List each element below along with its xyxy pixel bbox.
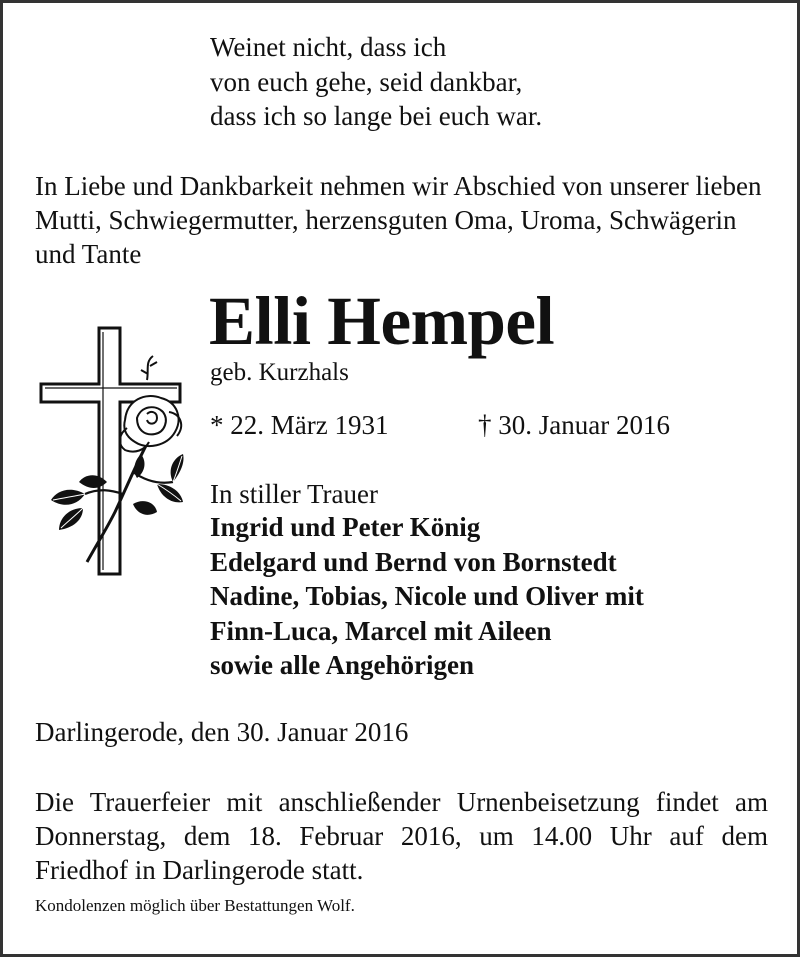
death-date: † 30. Januar 2016 <box>478 410 670 440</box>
place-date: Darlingerode, den 30. Januar 2016 <box>35 717 409 747</box>
poem <box>210 30 542 134</box>
mourner-entry: Nadine, Tobias, Nicole und Oliver mit <box>210 581 644 611</box>
deceased-name: Elli Hempel <box>209 283 555 359</box>
cross-with-rose-icon <box>37 322 187 582</box>
mourner-entry: Edelgard und Bernd von Bornstedt <box>210 546 617 577</box>
birth-date: * 22. März 1931 <box>210 410 389 440</box>
condolence-note: Kondolenzen möglich über Bestattungen Wolf. <box>35 896 355 915</box>
intro-text: In Liebe und Dankbarkeit nehmen wir Abschied von unserer lieben Mutti, Schwiegermutter, herzensguten Oma, Uroma, Schwägerin und Tante <box>35 171 762 269</box>
poem-line: Weinet nicht, dass ich <box>210 32 447 62</box>
mourner-entry: Ingrid und Peter König <box>210 512 481 542</box>
mourner-entry: Finn-Luca, Marcel mit Aileen <box>210 615 552 646</box>
mourning-heading: In stiller Trauer <box>210 479 378 509</box>
poem-line: dass ich so lange bei euch war. <box>210 101 543 131</box>
poem-line: von euch gehe, seid dankbar, <box>210 66 523 97</box>
ceremony-info: Die Trauerfeier mit anschließender Urnenbeisetzung findet am Donnerstag, dem 18. Februar 2016, um 14.00 Uhr auf dem Friedhof in Darlingerode statt. <box>35 787 768 885</box>
mourner-entry: sowie alle Angehörigen <box>210 650 474 680</box>
maiden-name: geb. Kurzhals <box>210 359 349 386</box>
mourners-list <box>210 510 644 683</box>
